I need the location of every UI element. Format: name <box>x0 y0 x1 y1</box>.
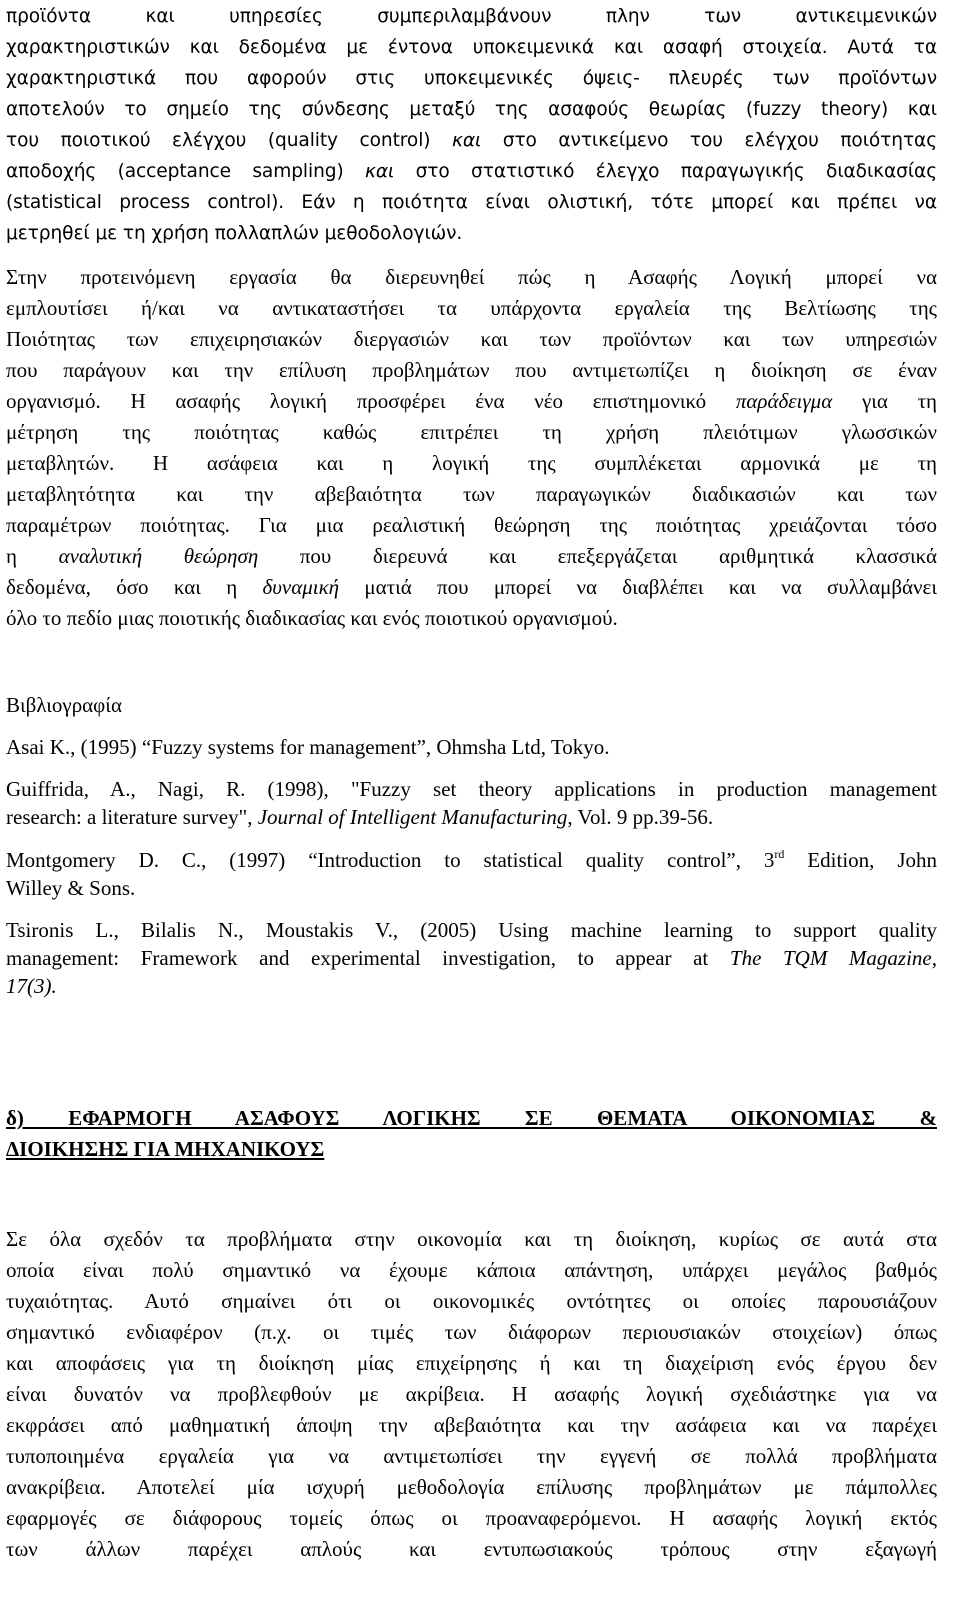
paragraph-line: προϊόντα και υπηρεσίες συμπεριλαμβάνουν πλην των αντικειμενικών <box>6 6 937 27</box>
paragraph-line: που παράγουν και την επίλυση προβλημάτων που αντιμετωπίζει η διοίκηση σε έναν <box>6 358 937 382</box>
paragraph-line: οποία είναι πολύ σημαντικό να έχουμε κάποια απάντηση, υπάρχει μεγάλος βαθμός <box>6 1258 937 1282</box>
reference-entry: research: a literature survey", Journal of Intelligent Manufacturing, Vol. 9 pp.39-56. <box>6 805 714 829</box>
paragraph-line: χαρακτηριστικών και δεδομένα με έντονα υποκειμενικά και ασαφή στοιχεία. Αυτά τα <box>6 37 937 58</box>
bibliography-title: Βιβλιογραφία <box>6 693 122 717</box>
paragraph-line: σημαντικό ενδιαφέρον (π.χ. οι τιμές των διάφορων περιουσιακών στοιχείων) όπως <box>6 1320 937 1344</box>
paragraph-line: τυχαιότητας. Αυτό σημαίνει ότι οι οικονομικές οντότητες οι οποίες παρουσιάζουν <box>6 1289 937 1313</box>
reference-entry: management: Framework and experimental investigation, to appear at The TQM Magazine, <box>6 946 938 970</box>
paragraph-line: Ποιότητας των επιχειρησιακών διεργασιών και των προϊόντων και των υπηρεσιών <box>6 327 937 351</box>
paragraph-line: χαρακτηριστικά που αφορούν στις υποκειμενικές όψεις- πλευρές των προϊόντων <box>6 68 937 89</box>
paragraph-line: Στην προτεινόμενη εργασία θα διερευνηθεί πώς η Ασαφής Λογική μπορεί να <box>6 265 937 289</box>
paragraph-line: η αναλυτική θεώρηση που διερευνά και επεξεργάζεται αριθμητικά κλασσικά <box>6 544 937 568</box>
section-heading: δ) ΕΦΑΡΜΟΓΗ ΑΣΑΦΟΥΣ ΛΟΓΙΚΗΣ ΣΕ ΘΕΜΑΤΑ ΟΙΚΟΝΟΜΙΑΣ & <box>6 1106 937 1130</box>
paragraph-line: αποδοχής (acceptance sampling) και στο στατιστικό έλεγχο παραγωγικής διαδικασίας <box>6 161 938 182</box>
reference-entry: Asai K., (1995) “Fuzzy systems for management”, Ohmsha Ltd, Tokyo. <box>6 735 610 759</box>
paragraph-line: είναι δυνατόν να προβλεφθούν με ακρίβεια. Η ασαφής λογική σχεδιάστηκε για να <box>6 1382 937 1406</box>
paragraph-line: μέτρηση της ποιότητας καθώς επιτρέπει τη χρήση πλειότιμων γλωσσικών <box>6 420 937 444</box>
paragraph-line: παραμέτρων ποιότητας. Για μια ρεαλιστική θεώρηση της ποιότητας χρειάζονται τόσο <box>6 513 937 537</box>
reference-entry: Guiffrida, A., Nagi, R. (1998), "Fuzzy set theory applications in production management <box>6 777 937 801</box>
paragraph-line: μετρηθεί με τη χρήση πολλαπλών μεθοδολογιών. <box>6 223 463 244</box>
paragraph-line: δεδομένα, όσο και η δυναμική ματιά που μπορεί να διαβλέπει και να συλλαμβάνει <box>6 575 937 599</box>
paragraph-line: και αποφάσεις για τη διοίκηση μίας επιχείρησης ή και τη διαχείριση ενός έργου δεν <box>6 1351 937 1375</box>
paragraph-line: αποτελούν το σημείο της σύνδεσης μεταξύ της ασαφούς θεωρίας (fuzzy theory) και <box>6 99 937 120</box>
paragraph-line: όλο το πεδίο μιας ποιοτικής διαδικασίας και ενός ποιοτικού οργανισμού. <box>6 606 618 630</box>
paragraph-line: Σε όλα σχεδόν τα προβλήματα στην οικονομία και τη διοίκηση, κυρίως σε αυτά στα <box>6 1227 937 1251</box>
paragraph-line: μεταβλητότητα και την αβεβαιότητα των παραγωγικών διαδικασιών και των <box>6 482 937 506</box>
reference-entry: Montgomery D. C., (1997) “Introduction to statistical quality control”, 3rd Edition, John <box>6 847 937 872</box>
paragraph-line: μεταβλητών. Η ασάφεια και η λογική της συμπλέκεται αρμονικά με τη <box>6 451 937 475</box>
paragraph-line: εφαρμογές σε διάφορους τομείς όπως οι προαναφερόμενοι. Η ασαφής λογική εκτός <box>6 1506 937 1530</box>
paragraph-line: των άλλων παρέχει απλούς και εντυπωσιακούς τρόπους στην εξαγωγή <box>6 1537 937 1561</box>
reference-entry: Willey & Sons. <box>6 876 136 900</box>
paragraph-line: εκφράσει από μαθηματική άποψη την αβεβαιότητα και την ασάφεια και να παρέχει <box>6 1413 937 1437</box>
paragraph-line: οργανισμό. Η ασαφής λογική προσφέρει ένα νέο επιστημονικό παράδειγμα για τη <box>6 389 938 413</box>
paragraph-line: του ποιοτικού ελέγχου (quality control) και στο αντικείμενο του ελέγχου ποιότητας <box>6 130 938 151</box>
reference-entry: 17(3). <box>6 974 57 998</box>
paragraph-line: εμπλουτίσει ή/και να αντικαταστήσει τα υπάρχοντα εργαλεία της Βελτίωσης της <box>6 296 937 320</box>
paragraph-line: ανακρίβεια. Αποτελεί μία ισχυρή μεθοδολογία επίλυσης προβλημάτων με πάμπολλες <box>6 1475 937 1499</box>
reference-entry: Tsironis L., Bilalis N., Moustakis V., (2005) Using machine learning to support quality <box>6 918 937 942</box>
paragraph-line: τυποποιημένα εργαλεία για να αντιμετωπίσει την εγγενή σε πολλά προβλήματα <box>6 1444 937 1468</box>
section-heading: ΔΙΟΙΚΗΣΗΣ ΓΙΑ ΜΗΧΑΝΙΚΟΥΣ <box>6 1137 325 1161</box>
paragraph-line: (statistical process control). Εάν η ποιότητα είναι ολιστική, τότε μπορεί και πρέπει να <box>6 192 937 213</box>
